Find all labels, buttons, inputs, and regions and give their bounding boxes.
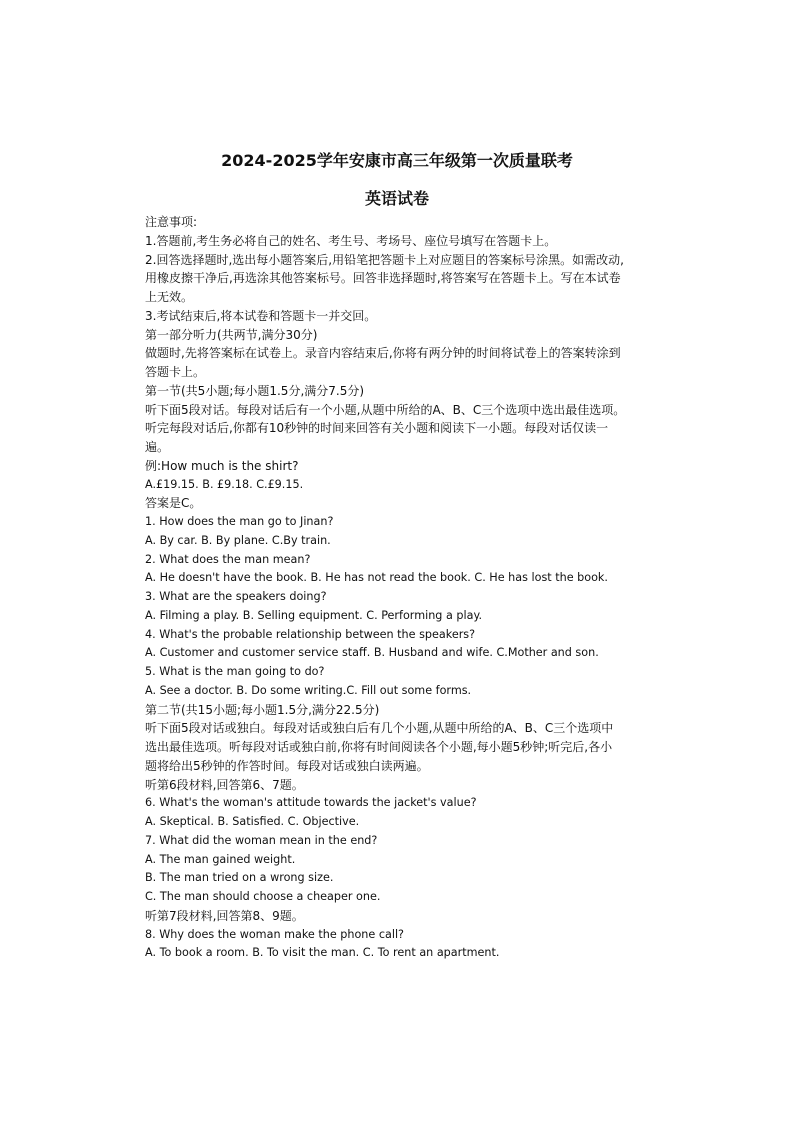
text-line: 选出最佳选项。听每段对话或独白前,你将有时间阅读各个小题,每小题5秒钟;听完后,各小 <box>145 740 613 754</box>
text-line: 听第6段材料,回答第6、7题。 <box>145 777 304 792</box>
text-line: 4. What's the probable relationship between the speakers? <box>145 627 476 641</box>
text-line: 3.考试结束后,将本试卷和答题卡一并交回。 <box>145 308 377 323</box>
text-line: 答案是C。 <box>145 496 202 511</box>
text-line: 第二节(共15小题;每小题1.5分,满分22.5分) <box>145 702 380 717</box>
text-line: A. To book a room. B. To visit the man. C. To rent an apartment. <box>145 946 500 960</box>
text-line: 题将给出5秒钟的作答时间。每段对话或独白读两遍。 <box>145 758 429 773</box>
text-line: 7. What did the woman mean in the end? <box>145 833 378 847</box>
exam-subtitle: 英语试卷 <box>364 189 429 208</box>
text-line: 5. What is the man going to do? <box>145 665 325 678</box>
text-line: 2.回答选择题时,选出每小题答案后,用铅笔把答题卡上对应题目的答案标号涂黑。如需改动, <box>145 252 624 267</box>
text-line: A. Skeptical. B. Satisfied. C. Objective. <box>145 815 360 828</box>
text-line: A. The man gained weight. <box>145 852 296 866</box>
exam-body <box>145 213 665 963</box>
text-line: 做题时,先将答案标在试卷上。录音内容结束后,你将有两分钟的时间将试卷上的答案转涂到 <box>145 346 621 361</box>
text-line: A. He doesn't have the book. B. He has not read the book. C. He has lost the book. <box>145 571 608 585</box>
text-line: B. The man tried on a wrong size. <box>145 871 334 885</box>
text-line: 第一节(共5小题;每小题1.5分,满分7.5分) <box>145 383 365 398</box>
text-line: 听下面5段对话或独白。每段对话或独白后有几个小题,从题中所给的A、B、C三个选项中 <box>145 721 614 736</box>
text-line: 答题卡上。 <box>145 365 206 379</box>
text-line: A. See a doctor. B. Do some writing.C. Fill out some forms. <box>145 683 472 697</box>
text-line: 例:How much is the shirt? <box>145 458 299 473</box>
text-line: 用橡皮擦干净后,再选涂其他答案标号。回答非选择题时,将答案写在答题卡上。写在本试卷 <box>145 271 621 286</box>
text-line: 上无效。 <box>145 290 194 304</box>
text-line: 1. How does the man go to Jinan? <box>145 515 334 528</box>
text-line: A. Filming a play. B. Selling equipment. C. Performing a play. <box>145 608 483 622</box>
exam-title: 2024-2025学年安康市高三年级第一次质量联考 <box>221 151 573 170</box>
text-line: 1.答题前,考生务必将自己的姓名、考生号、考场号、座位号填写在答题卡上。 <box>145 233 557 248</box>
text-line: 注意事项: <box>145 215 198 229</box>
text-line: 2. What does the man mean? <box>145 552 311 566</box>
text-line: 听第7段材料,回答第8、9题。 <box>145 908 304 923</box>
text-line: 3. What are the speakers doing? <box>145 590 327 603</box>
text-line: 8. Why does the woman make the phone call? <box>145 927 404 941</box>
text-line: A.£19.15. B. £9.18. C.£9.15. <box>145 477 304 491</box>
text-line: 听完每段对话后,你都有10秒钟的时间来回答有关小题和阅读下一小题。每段对话仅读一 <box>145 421 609 436</box>
text-line: 听下面5段对话。每段对话后有一个小题,从题中所给的A、B、C三个选项中选出最佳选项。 <box>145 402 626 417</box>
text-line: 遍。 <box>145 440 170 454</box>
text-line: 第一部分听力(共两节,满分30分) <box>145 327 318 342</box>
text-line: C. The man should choose a cheaper one. <box>145 890 381 903</box>
text-line: 6. What's the woman's attitude towards the jacket's value? <box>145 796 477 810</box>
text-line: A. Customer and customer service staff. B. Husband and wife. C.Mother and son. <box>145 646 599 660</box>
text-line: A. By car. B. By plane. C.By train. <box>145 533 331 547</box>
